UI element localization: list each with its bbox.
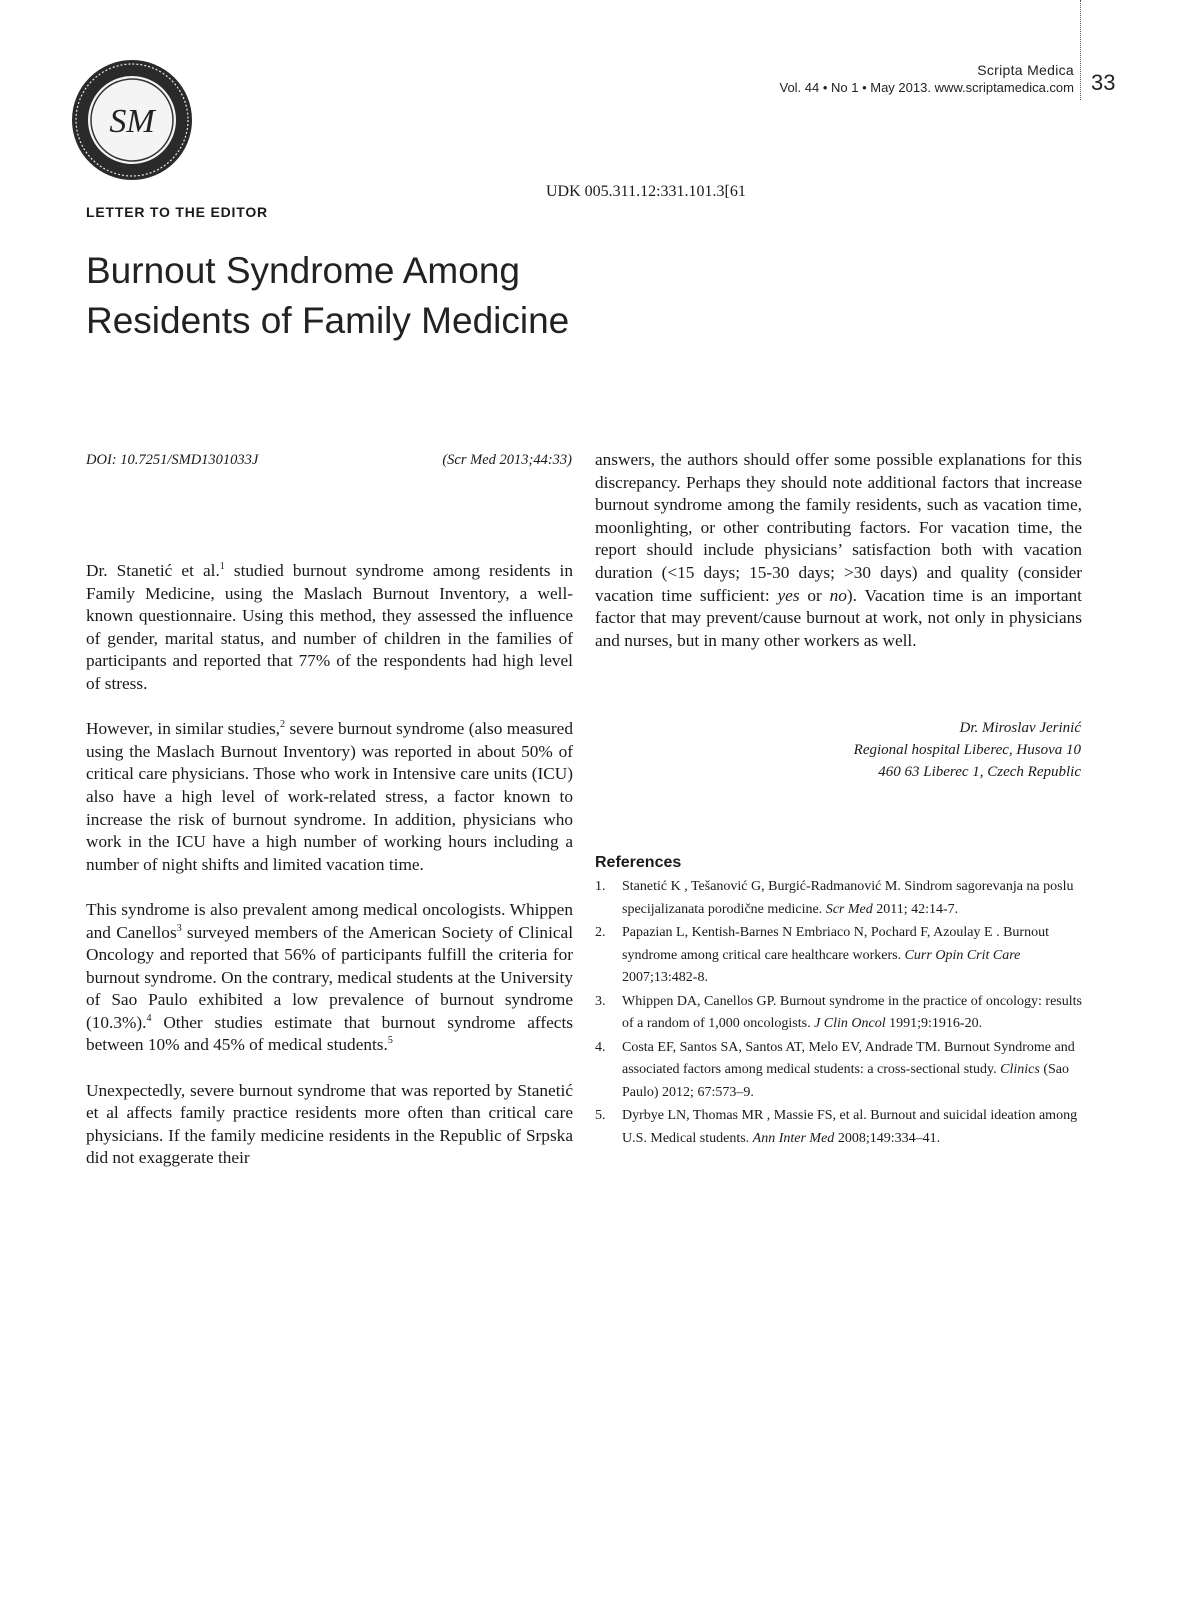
paragraph-4: Unexpectedly, severe burnout syndrome that was reported by Stanetić et al affects family practice residents more often than critical care physicians. If the family medicine residents in the Republic of Srpska did not exaggerate their <box>86 1080 573 1168</box>
section-label: LETTER TO THE EDITOR <box>86 204 268 220</box>
page-number: 33 <box>1091 70 1116 95</box>
text-run: studied burnout syndrome among residents in Family Medicine, using the Maslach Burnout Inventory, a well-known questionnaire. Using this method, they assessed the influence of gender, marital status, and number of children in the families of participants and reported that 77% of the respondents had high level of stress. <box>86 561 573 693</box>
text-run: or <box>799 585 830 605</box>
body-right-column <box>595 449 1082 675</box>
header-dotted-rule <box>1080 0 1081 100</box>
paragraph-1 <box>86 560 573 696</box>
text-run: ). Vacation time is an important factor that may prevent/cause burnout at work, not only in physicians and nurses, but in many other workers as well. <box>595 585 1082 650</box>
seal-monogram: SM <box>109 103 155 140</box>
signature-institution: Regional hospital Liberec, Husova 10 <box>853 742 1081 758</box>
ref-superscript: 4 <box>146 1013 152 1025</box>
reference-tail: 2007;13:482-8. <box>622 970 708 985</box>
reference-text: Stanetić K , Tešanović G, Burgić-Radmanović M. Sindrom sagorevanja na poslu specijalizanata porodične medicine. <box>622 879 1074 917</box>
text-run: severe burnout syndrome (also measured using the Maslach Burnout Inventory) was reported in about 50% of critical care physicians. Those who work in Intensive care units (ICU) also have a high level of work-related stress, a factor known to increase the risk of burnout syndrome. In addition, physicians who work in the ICU have a high number of working hours including a number of night shifts and limited vacation time. <box>86 719 573 874</box>
reference-journal: J Clin Oncol <box>814 1016 886 1031</box>
ref-superscript: 3 <box>176 922 182 934</box>
issue-line: Vol. 44 • No 1 • May 2013. www.scriptamedica.com <box>779 80 1074 95</box>
reference-tail: 2011; 42:14-7. <box>872 901 959 917</box>
body-left-column <box>86 560 573 1193</box>
citation: (Scr Med 2013;44:33) <box>442 452 572 468</box>
reference-tail: 2008;149:334–41. <box>834 1130 941 1146</box>
udk-code: UDK 005.311.12:331.101.3[61 <box>546 183 746 200</box>
ref-superscript: 5 <box>387 1035 393 1047</box>
reference-item <box>595 1037 1085 1105</box>
reference-number: 5. <box>595 1108 606 1123</box>
society-seal-logo <box>70 58 194 182</box>
reference-journal: Curr Opin Crit Care <box>904 947 1021 963</box>
ref-superscript: 1 <box>219 561 225 573</box>
paragraph-2 <box>86 718 573 876</box>
article-title: Burnout Syndrome Among Residents of Family Medicine <box>86 250 570 341</box>
reference-item <box>595 922 1085 990</box>
text-run: Dr. Stanetić et al. <box>86 561 220 580</box>
reference-number: 3. <box>595 993 606 1009</box>
text-run: answers, the authors should offer some possible explanations for this discrepancy. Perhaps they should note additional factors that increase burnout syndrome among the family residents, such as vacation time, moonlighting, or other contributing factors. For vacation time, the report should include physicians’ satisfaction both with vacation duration (<15 days; 15-30 days; >30 days) and quality (consider vacation time sufficient: <box>595 450 1082 605</box>
reference-text: Costa EF, Santos SA, Santos AT, Melo EV, Andrade TM. Burnout Syndrome and associated factors among medical students: a cross-sectional study. <box>622 1039 1075 1077</box>
references-heading: References <box>595 854 682 871</box>
reference-journal: Clinics <box>1000 1062 1040 1077</box>
reference-number: 1. <box>595 879 606 894</box>
text-run: no <box>829 585 847 605</box>
reference-item <box>595 876 1085 921</box>
signature-name: Dr. Miroslav Jerinić <box>959 720 1081 736</box>
reference-text: Whippen DA, Canellos GP. Burnout syndrome in the practice of oncology: results of a random of 1,000 oncologists. <box>622 993 1082 1031</box>
reference-item <box>595 991 1085 1036</box>
paragraph-5 <box>595 449 1082 652</box>
reference-text: Dyrbye LN, Thomas MR , Massie FS, et al. Burnout and suicidal ideation among U.S. Medical students. <box>622 1108 1078 1146</box>
doi: DOI: 10.7251/SMD1301033J <box>86 452 259 468</box>
reference-number: 2. <box>595 925 606 940</box>
text-run: This syndrome is also prevalent among medical oncologists. Whippen and Canellos <box>86 899 573 942</box>
text-run: However, in similar studies, <box>86 719 281 739</box>
journal-name: Scripta Medica <box>977 62 1074 78</box>
signature-address: 460 63 Liberec 1, Czech Republic <box>878 764 1081 780</box>
reference-text: Papazian L, Kentish-Barnes N Embriaco N, Pochard F, Azoulay E . Burnout syndrome among critical care healthcare workers. <box>622 925 1049 963</box>
reference-number: 4. <box>595 1039 606 1055</box>
text-run: Other studies estimate that burnout syndrome affects between 10% and 45% of medical students. <box>86 1012 573 1055</box>
reference-journal: Scr Med <box>825 901 873 917</box>
text-run: surveyed members of the American Society of Clinical Oncology and reported that 56% of participants fulfill the criteria for burnout syndrome. On the contrary, medical students at the University of Sao Paulo exhibited a low prevalence of burnout syndrome (10.3%). <box>86 922 574 1032</box>
paragraph-3 <box>86 899 573 1057</box>
ref-superscript: 2 <box>280 719 286 731</box>
reference-journal: Ann Inter Med <box>752 1130 835 1146</box>
text-run: yes <box>777 585 800 605</box>
reference-tail: (Sao Paulo) 2012; 67:573–9. <box>622 1062 1069 1100</box>
reference-tail: 1991;9:1916-20. <box>885 1016 983 1031</box>
references-list <box>595 876 1085 1151</box>
reference-item <box>595 1105 1085 1150</box>
